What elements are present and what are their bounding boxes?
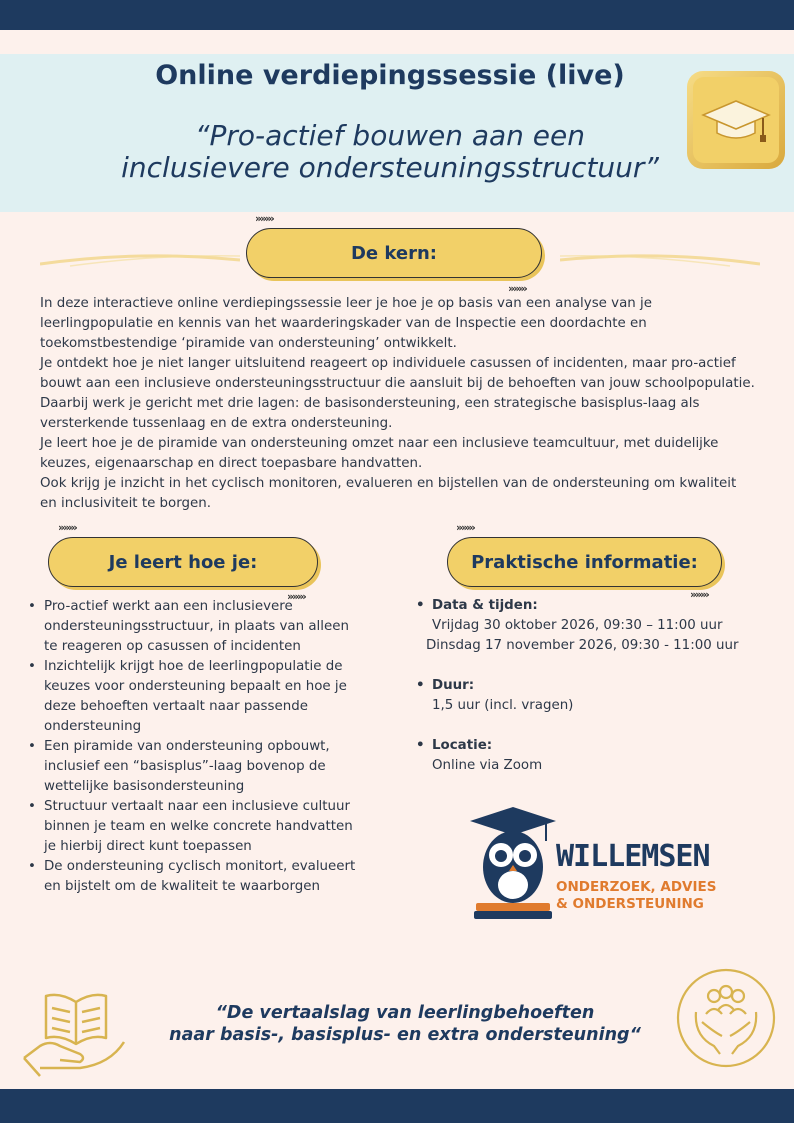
company-logo <box>468 805 748 925</box>
intro-paragraph: Je ontdekt hoe je niet langer uitsluitend reageert op individuele casussen of incidenten, maar pro-actief bouwt aan een inclusieve ondersteuningsstructuur die aansluit bij de behoeften van jouw schoolpopulatie. Daarbij werk je gericht met drie lagen: de basisondersteuning, een strategische basisplus-laag als versterkende tussenlaag en de extra ondersteuning. <box>40 356 755 431</box>
quote-line: “De vertaalslag van leerlingbehoeften <box>215 1003 595 1023</box>
dates-label: Data & tijden: <box>432 598 538 613</box>
decorative-swirl-left <box>40 246 240 272</box>
list-item: • Structuur vertaalt naar een inclusieve cultuur binnen je team en welke concrete handvatten je hierbij direct kunt toepassen <box>26 797 366 857</box>
section-heading-learn: Je leert hoe je: <box>48 537 318 587</box>
bottom-bar <box>0 1089 794 1123</box>
chevrons-decoration: ››››››› <box>287 590 305 603</box>
date-line: Dinsdag 17 november 2026, 09:30 - 11:00 uur <box>426 638 739 653</box>
duration-value: 1,5 uur (incl. vragen) <box>432 698 574 713</box>
footer-quote <box>140 1002 670 1046</box>
logo-name: WILLEMSEN <box>556 839 710 874</box>
chevrons-decoration: ››››››› <box>456 521 474 534</box>
page-subtitle <box>90 120 690 184</box>
graduation-cap-badge <box>687 71 785 169</box>
learn-list <box>26 597 366 897</box>
info-location <box>416 736 786 776</box>
location-label: Locatie: <box>432 738 493 753</box>
chevrons-decoration: ››››››› <box>255 212 273 225</box>
list-item: • Pro-actief werkt aan een inclusievere ondersteuningsstructuur, in plaats van alleen te reageren op casussen of incidenten <box>26 597 366 657</box>
decorative-swirl-right <box>560 246 760 272</box>
info-duration <box>416 676 786 716</box>
hands-people-icon <box>674 966 778 1070</box>
chevrons-decoration: ››››››› <box>508 282 526 295</box>
section-heading-practical: Praktische informatie: <box>447 537 722 587</box>
owl-icon <box>468 805 558 925</box>
quote-line: naar basis-, basisplus- en extra ondersteuning“ <box>169 1025 641 1045</box>
logo-tagline <box>556 879 736 913</box>
practical-info <box>416 596 786 796</box>
intro-text <box>40 294 756 514</box>
duration-label: Duur: <box>432 678 475 693</box>
list-item: • Inzichtelijk krijgt hoe de leerlingpopulatie de keuzes voor ondersteuning bepaalt en hoe je deze behoeften vertaalt naar passende ondersteuning <box>26 657 366 737</box>
intro-paragraph: Je leert hoe je de piramide van ondersteuning omzet naar een inclusieve teamcultuur, met duidelijke keuzes, eigenaarschap en direct toepasbare handvatten. <box>40 436 719 471</box>
subtitle-line-2: inclusievere ondersteuningsstructuur” <box>121 151 659 184</box>
location-value: Online via Zoom <box>432 758 543 773</box>
intro-paragraph: In deze interactieve online verdiepingssessie leer je hoe je op basis van een analyse van je leerlingpopulatie en kennis van het waarderingskader van de Inspectie een doordachte en toekomstbestendige ‘piramide van ondersteuning’ ontwikkelt. <box>40 296 653 351</box>
open-book-hand-icon <box>20 970 132 1082</box>
top-bar <box>0 0 794 30</box>
date-line: Vrijdag 30 oktober 2026, 09:30 – 11:00 uur <box>432 618 723 633</box>
logo-tagline-line: ONDERZOEK, ADVIES <box>556 879 717 895</box>
section-heading-kern: De kern: <box>246 228 542 278</box>
chevrons-decoration: ››››››› <box>58 521 76 534</box>
chevrons-decoration: ››››››› <box>690 588 708 601</box>
info-dates <box>416 596 786 656</box>
graduation-cap-icon <box>701 95 771 145</box>
list-item: • Een piramide van ondersteuning opbouwt, inclusief een “basisplus”-laag bovenop de wettelijke basisondersteuning <box>26 737 366 797</box>
list-item: • De ondersteuning cyclisch monitort, evalueert en bijstelt om de kwaliteit te waarborgen <box>26 857 366 897</box>
subtitle-line-1: “Pro-actief bouwen aan een <box>194 119 586 152</box>
page-title: Online verdiepingssessie (live) <box>155 60 625 91</box>
logo-tagline-line: & ONDERSTEUNING <box>556 896 704 912</box>
intro-paragraph: Ook krijg je inzicht in het cyclisch monitoren, evalueren en bijstellen van de ondersteuning om kwaliteit en inclusiviteit te borgen. <box>40 476 737 511</box>
